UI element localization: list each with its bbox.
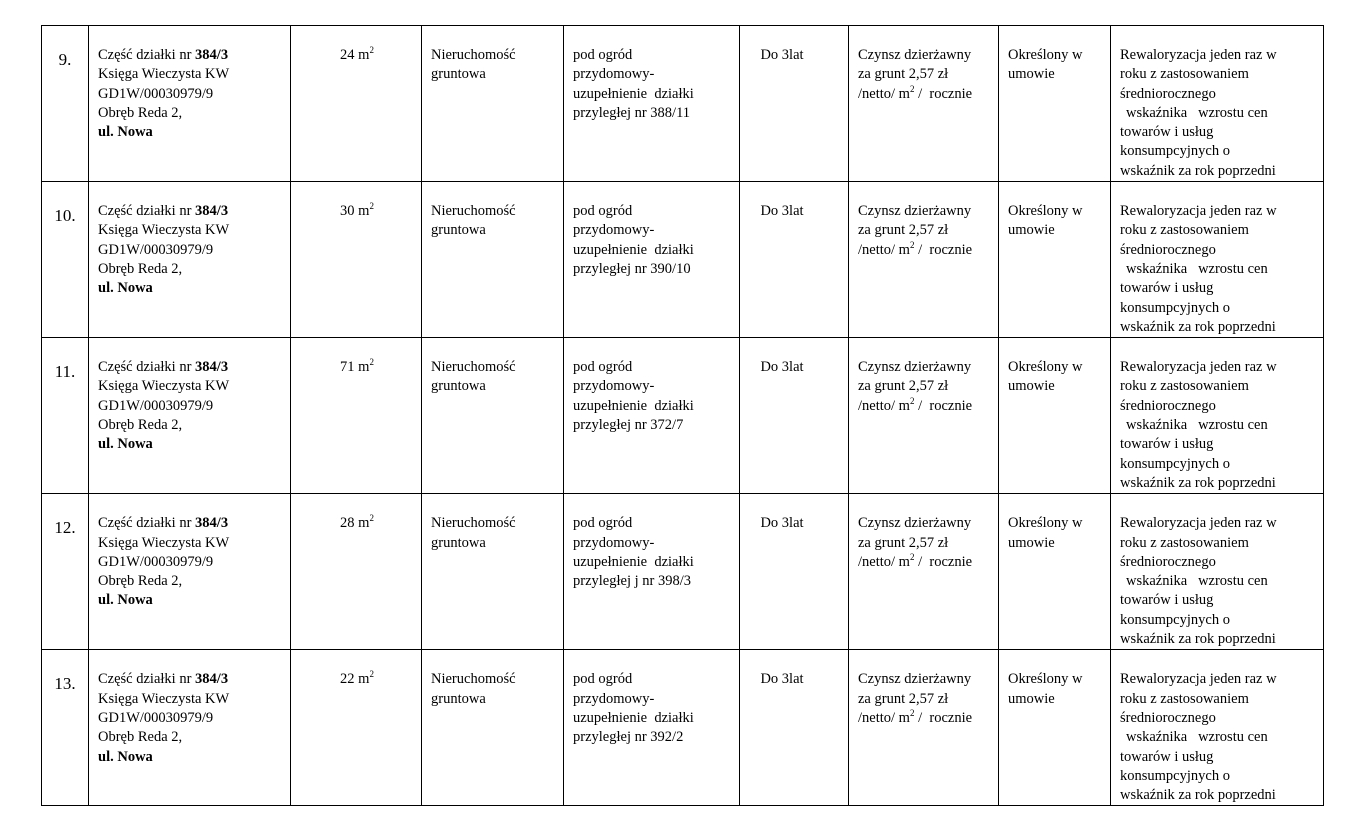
precinct: Obręb Reda 2, xyxy=(98,104,183,121)
revaluation-cell xyxy=(1111,338,1324,494)
parcel-number: 384/3 xyxy=(195,47,229,63)
revaluation-line: wskaźnik za rok poprzedni xyxy=(1120,474,1276,491)
purpose-line: przyległej nr 372/7 xyxy=(573,417,684,434)
parcel-label: Część działki nr 384/3 xyxy=(98,359,229,376)
kw-number: GD1W/00030979/9 xyxy=(98,85,214,102)
street: ul. Nowa xyxy=(98,592,153,609)
land-register: Księga Wieczysta KW xyxy=(98,534,230,551)
rent-cell xyxy=(849,26,999,182)
rent-line: za grunt 2,57 zł xyxy=(858,534,949,551)
area-value: 24 $m^2$ xyxy=(340,45,374,63)
rent-line: Czynsz dzierżawny xyxy=(858,47,972,63)
rent-line: /netto/ $m^2$ / rocznie xyxy=(858,707,973,726)
street: ul. Nowa xyxy=(98,124,153,141)
revaluation-line: roku z zastosowaniem xyxy=(1120,378,1249,395)
kw-number: GD1W/00030979/9 xyxy=(98,397,214,414)
purpose-line: pod ogród xyxy=(573,203,633,220)
street: ul. Nowa xyxy=(98,280,153,297)
payment-term-line: umowie xyxy=(1008,378,1055,395)
area-cell xyxy=(291,338,422,494)
revaluation-line: średniorocznego xyxy=(1120,241,1216,258)
purpose-cell xyxy=(564,338,740,494)
rent-line: za grunt 2,57 zł xyxy=(858,222,949,239)
precinct: Obręb Reda 2, xyxy=(98,260,183,277)
row-number-cell xyxy=(42,182,89,338)
rent-line: za grunt 2,57 zł xyxy=(858,690,949,707)
parcel-number: 384/3 xyxy=(195,203,229,220)
revaluation-line: średniorocznego xyxy=(1120,397,1216,414)
payment-term-line: umowie xyxy=(1008,690,1055,707)
purpose-line: przydomowy- xyxy=(573,222,655,239)
payment-term-line: Określony w xyxy=(1008,359,1083,376)
lease-period-cell xyxy=(740,494,849,650)
purpose-line: pod ogród xyxy=(573,515,633,532)
revaluation-cell xyxy=(1111,650,1324,806)
property-type-cell xyxy=(422,494,564,650)
revaluation-line: wskaźnika wzrostu cen xyxy=(1126,260,1268,277)
revaluation-line: średniorocznego xyxy=(1120,553,1216,570)
revaluation-line: Rewaloryzacja jeden raz w xyxy=(1120,515,1277,532)
parcel-label: Część działki nr 384/3 xyxy=(98,515,229,532)
row-number-cell xyxy=(42,650,89,806)
street: ul. Nowa xyxy=(98,748,153,765)
rent-line: Czynsz dzierżawny xyxy=(858,671,972,688)
lease-period: Do 3lat xyxy=(760,359,804,376)
revaluation-line: wskaźnika wzrostu cen xyxy=(1126,104,1268,121)
payment-term-cell xyxy=(999,182,1111,338)
table-row xyxy=(42,650,1324,806)
purpose-line: przyległej nr 392/2 xyxy=(573,729,684,746)
precinct: Obręb Reda 2, xyxy=(98,573,183,590)
parcel-label: Część działki nr 384/3 xyxy=(98,671,229,688)
precinct: Obręb Reda 2, xyxy=(98,729,183,746)
rent-line: Czynsz dzierżawny xyxy=(858,515,972,532)
parcel-number: 384/3 xyxy=(195,359,229,376)
payment-term-line: umowie xyxy=(1008,534,1055,551)
purpose-line: przydomowy- xyxy=(573,66,655,83)
purpose-cell xyxy=(564,182,740,338)
revaluation-line: Rewaloryzacja jeden raz w xyxy=(1120,203,1277,220)
table-row xyxy=(42,182,1324,338)
purpose-line: przyległej nr 388/11 xyxy=(573,104,691,121)
property-type-line: Nieruchomość xyxy=(431,47,516,63)
area-cell xyxy=(291,26,422,182)
revaluation-cell xyxy=(1111,182,1324,338)
lease-period: Do 3lat xyxy=(760,203,804,220)
rent-cell xyxy=(849,182,999,338)
revaluation-line: średniorocznego xyxy=(1120,709,1216,726)
lease-period-cell xyxy=(740,650,849,806)
payment-term-cell xyxy=(999,338,1111,494)
rent-line: Czynsz dzierżawny xyxy=(858,203,972,220)
revaluation-line: konsumpcyjnych o xyxy=(1120,611,1230,628)
parcel-number: 384/3 xyxy=(195,515,229,532)
revaluation-line: towarów i usług xyxy=(1120,280,1214,297)
revaluation-line: towarów i usług xyxy=(1120,592,1214,609)
property-type-line: gruntowa xyxy=(431,222,486,239)
kw-number: GD1W/00030979/9 xyxy=(98,241,214,258)
land-register: Księga Wieczysta KW xyxy=(98,222,230,239)
payment-term-cell xyxy=(999,650,1111,806)
parcel-label: Część działki nr 384/3 xyxy=(98,203,229,220)
row-number: 10. xyxy=(54,206,76,226)
revaluation-line: towarów i usług xyxy=(1120,124,1214,141)
revaluation-line: roku z zastosowaniem xyxy=(1120,66,1249,83)
revaluation-cell xyxy=(1111,26,1324,182)
revaluation-line: wskaźnika wzrostu cen xyxy=(1126,417,1268,434)
revaluation-line: wskaźnik za rok poprzedni xyxy=(1120,631,1276,648)
property-type-cell xyxy=(422,338,564,494)
rent-line: Czynsz dzierżawny xyxy=(858,359,972,376)
purpose-line: przyległej nr 390/10 xyxy=(573,260,691,277)
revaluation-line: towarów i usług xyxy=(1120,436,1214,453)
purpose-line: uzupełnienie działki xyxy=(573,85,694,102)
purpose-cell xyxy=(564,26,740,182)
purpose-line: przydomowy- xyxy=(573,378,655,395)
revaluation-line: roku z zastosowaniem xyxy=(1120,690,1249,707)
table-row xyxy=(42,338,1324,494)
revaluation-line: wskaźnik za rok poprzedni xyxy=(1120,318,1276,335)
revaluation-line: wskaźnika wzrostu cen xyxy=(1126,573,1268,590)
area-value: 71 $m^2$ xyxy=(340,357,374,376)
property-type-line: gruntowa xyxy=(431,378,486,395)
payment-term-line: Określony w xyxy=(1008,47,1083,63)
land-register: Księga Wieczysta KW xyxy=(98,66,230,83)
revaluation-line: Rewaloryzacja jeden raz w xyxy=(1120,359,1277,376)
row-number-cell xyxy=(42,494,89,650)
payment-term-line: Określony w xyxy=(1008,671,1083,688)
purpose-line: uzupełnienie działki xyxy=(573,241,694,258)
area-value: 22 $m^2$ xyxy=(340,669,374,688)
property-type-line: Nieruchomość xyxy=(431,515,516,532)
parcel-cell xyxy=(89,26,291,182)
purpose-cell xyxy=(564,494,740,650)
payment-term-line: Określony w xyxy=(1008,515,1083,532)
revaluation-line: konsumpcyjnych o xyxy=(1120,299,1230,316)
area-cell xyxy=(291,494,422,650)
purpose-line: uzupełnienie działki xyxy=(573,397,694,414)
rent-line: /netto/ $m^2$ / rocznie xyxy=(858,83,973,102)
rent-line: za grunt 2,57 zł xyxy=(858,66,949,83)
revaluation-line: średniorocznego xyxy=(1120,85,1216,102)
payment-term-cell xyxy=(999,26,1111,182)
lease-period-cell xyxy=(740,182,849,338)
payment-term-line: umowie xyxy=(1008,66,1055,83)
land-register: Księga Wieczysta KW xyxy=(98,690,230,707)
lease-period: Do 3lat xyxy=(760,47,804,63)
table-row xyxy=(42,494,1324,650)
parcel-cell xyxy=(89,338,291,494)
purpose-line: przydomowy- xyxy=(573,534,655,551)
parcel-number: 384/3 xyxy=(195,671,229,688)
area-value: 30 $m^2$ xyxy=(340,201,374,220)
property-type-line: gruntowa xyxy=(431,534,486,551)
rent-cell xyxy=(849,338,999,494)
street: ul. Nowa xyxy=(98,436,153,453)
lease-period-cell xyxy=(740,338,849,494)
revaluation-line: konsumpcyjnych o xyxy=(1120,143,1230,160)
rent-line: /netto/ $m^2$ / rocznie xyxy=(858,395,973,414)
revaluation-line: konsumpcyjnych o xyxy=(1120,455,1230,472)
purpose-line: pod ogród xyxy=(573,671,633,688)
revaluation-line: roku z zastosowaniem xyxy=(1120,222,1249,239)
revaluation-line: roku z zastosowaniem xyxy=(1120,534,1249,551)
revaluation-cell xyxy=(1111,494,1324,650)
table-row xyxy=(42,26,1324,182)
row-number-cell xyxy=(42,26,89,182)
revaluation-line: towarów i usług xyxy=(1120,748,1214,765)
table-body xyxy=(42,26,1324,806)
payment-term-cell xyxy=(999,494,1111,650)
row-number: 11. xyxy=(54,362,76,382)
purpose-line: uzupełnienie działki xyxy=(573,553,694,570)
purpose-cell xyxy=(564,650,740,806)
area-cell xyxy=(291,650,422,806)
row-number-cell xyxy=(42,338,89,494)
rent-line: /netto/ $m^2$ / rocznie xyxy=(858,551,973,570)
rent-line: /netto/ $m^2$ / rocznie xyxy=(858,239,973,258)
lease-period: Do 3lat xyxy=(760,671,804,688)
land-register: Księga Wieczysta KW xyxy=(98,378,230,395)
revaluation-line: wskaźnik za rok poprzedni xyxy=(1120,162,1276,179)
purpose-line: uzupełnienie działki xyxy=(573,709,694,726)
row-number: 9. xyxy=(58,50,72,69)
property-type-cell xyxy=(422,650,564,806)
revaluation-line: konsumpcyjnych o xyxy=(1120,767,1230,784)
parcel-cell xyxy=(89,650,291,806)
property-type-line: gruntowa xyxy=(431,690,486,707)
lease-period-cell xyxy=(740,26,849,182)
precinct: Obręb Reda 2, xyxy=(98,417,183,434)
area-value: 28 $m^2$ xyxy=(340,513,374,532)
row-number: 12. xyxy=(54,518,76,538)
kw-number: GD1W/00030979/9 xyxy=(98,553,214,570)
purpose-line: pod ogród xyxy=(573,359,633,376)
property-type-cell xyxy=(422,26,564,182)
parcel-cell xyxy=(89,494,291,650)
revaluation-line: wskaźnik za rok poprzedni xyxy=(1120,787,1276,804)
kw-number: GD1W/00030979/9 xyxy=(98,709,214,726)
property-type-line: gruntowa xyxy=(431,66,486,83)
revaluation-line: Rewaloryzacja jeden raz w xyxy=(1120,47,1277,63)
parcel-cell xyxy=(89,182,291,338)
lease-period: Do 3lat xyxy=(760,515,804,532)
revaluation-line: Rewaloryzacja jeden raz w xyxy=(1120,671,1277,688)
row-number: 13. xyxy=(54,674,76,694)
rent-line: za grunt 2,57 zł xyxy=(858,378,949,395)
purpose-line: przyległej j nr 398/3 xyxy=(573,573,691,590)
property-type-line: Nieruchomość xyxy=(431,359,516,376)
purpose-line: pod ogród xyxy=(573,47,633,63)
lease-table xyxy=(41,25,1324,806)
property-type-cell xyxy=(422,182,564,338)
property-type-line: Nieruchomość xyxy=(431,203,516,220)
property-type-line: Nieruchomość xyxy=(431,671,516,688)
area-cell xyxy=(291,182,422,338)
parcel-label: Część działki nr 384/3 xyxy=(98,47,229,63)
rent-cell xyxy=(849,650,999,806)
revaluation-line: wskaźnika wzrostu cen xyxy=(1126,729,1268,746)
payment-term-line: Określony w xyxy=(1008,203,1083,220)
payment-term-line: umowie xyxy=(1008,222,1055,239)
rent-cell xyxy=(849,494,999,650)
purpose-line: przydomowy- xyxy=(573,690,655,707)
